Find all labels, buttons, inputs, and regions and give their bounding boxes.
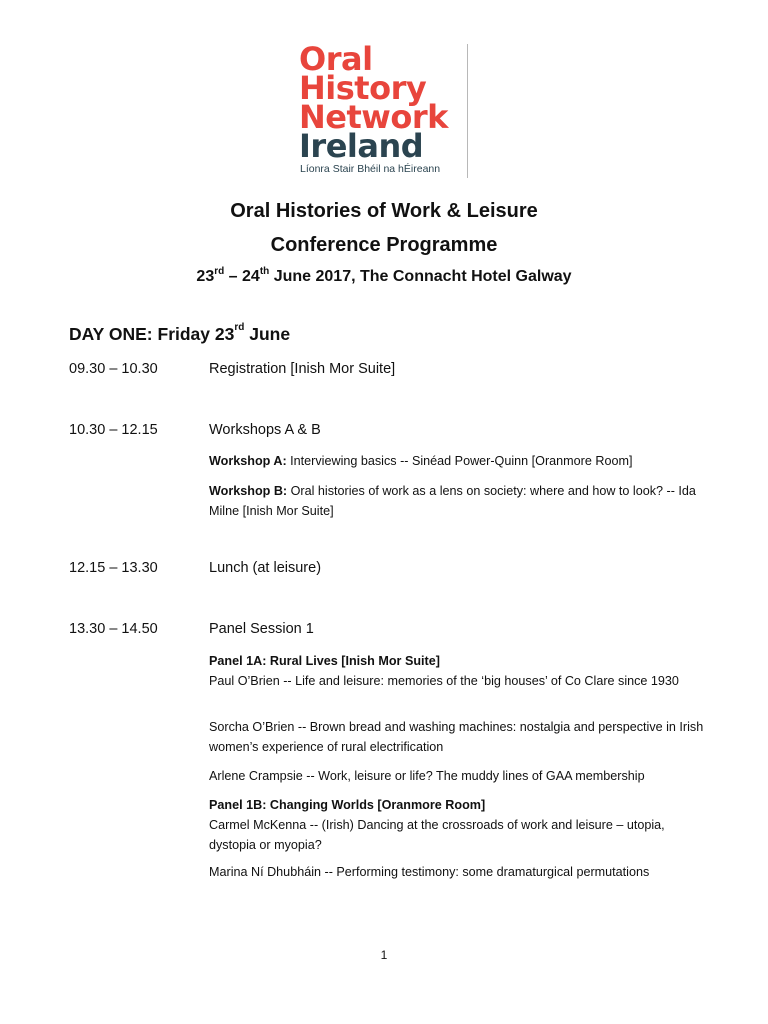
- logo-subtitle: Líonra Stair Bhéil na hÉireann: [300, 163, 441, 175]
- logo-line-ireland: Ireland: [299, 127, 424, 165]
- document-title: Oral Histories of Work & Leisure: [230, 200, 538, 222]
- workshop-entry: Workshop A: Interviewing basics -- Sinéad Power-Quinn [Oranmore Room]: [209, 454, 633, 468]
- session-title: Workshops A & B: [209, 422, 321, 438]
- session-title: Panel Session 1: [209, 621, 314, 637]
- session-time: 13.30 – 14.50: [69, 621, 158, 637]
- panel-heading: Panel 1B: Changing Worlds [Oranmore Room]: [209, 798, 486, 812]
- paper-entry: Carmel McKenna -- (Irish) Dancing at the crossroads of work and leisure – utopia, dystopia or myopia?: [209, 818, 665, 852]
- conference-date-venue: 23rd – 24th June 2017, The Connacht Hotel Galway: [196, 266, 572, 285]
- paper-entry: Arlene Crampsie -- Work, leisure or life? The muddy lines of GAA membership: [209, 769, 645, 783]
- workshop-entry: Workshop B: Oral histories of work as a lens on society: where and how to look? -- Ida Milne [Inish Mor Suite]: [209, 484, 696, 518]
- session-time: 10.30 – 12.15: [69, 422, 158, 438]
- panel-1b: [209, 795, 709, 855]
- document-subtitle: Conference Programme: [270, 234, 498, 256]
- logo-line-network: Network: [299, 98, 448, 136]
- day-heading: DAY ONE: Friday 23rd June: [69, 322, 291, 344]
- session-time: 09.30 – 10.30: [69, 361, 158, 377]
- paper-entry: Marina Ní Dhubháin -- Performing testimony: some dramaturgical permutations: [209, 865, 650, 879]
- logo-line-oral: Oral: [299, 40, 373, 78]
- logo: [299, 40, 471, 178]
- logo-line-history: History: [299, 69, 427, 107]
- page-number: 1: [380, 948, 388, 962]
- session-title: Registration [Inish Mor Suite]: [209, 361, 396, 377]
- paper-entry: Paul O’Brien -- Life and leisure: memories of the ‘big houses’ of Co Clare since 1930: [209, 674, 679, 688]
- paper-entry: Sorcha O’Brien -- Brown bread and washing machines: nostalgia and perspective in Irish women’s experience of rural electrification: [209, 720, 704, 754]
- panel-1a: [209, 651, 709, 691]
- session-title: Lunch (at leisure): [209, 560, 322, 576]
- logo-divider: [467, 44, 468, 178]
- session-time: 12.15 – 13.30: [69, 560, 158, 576]
- panel-heading: Panel 1A: Rural Lives [Inish Mor Suite]: [209, 654, 440, 668]
